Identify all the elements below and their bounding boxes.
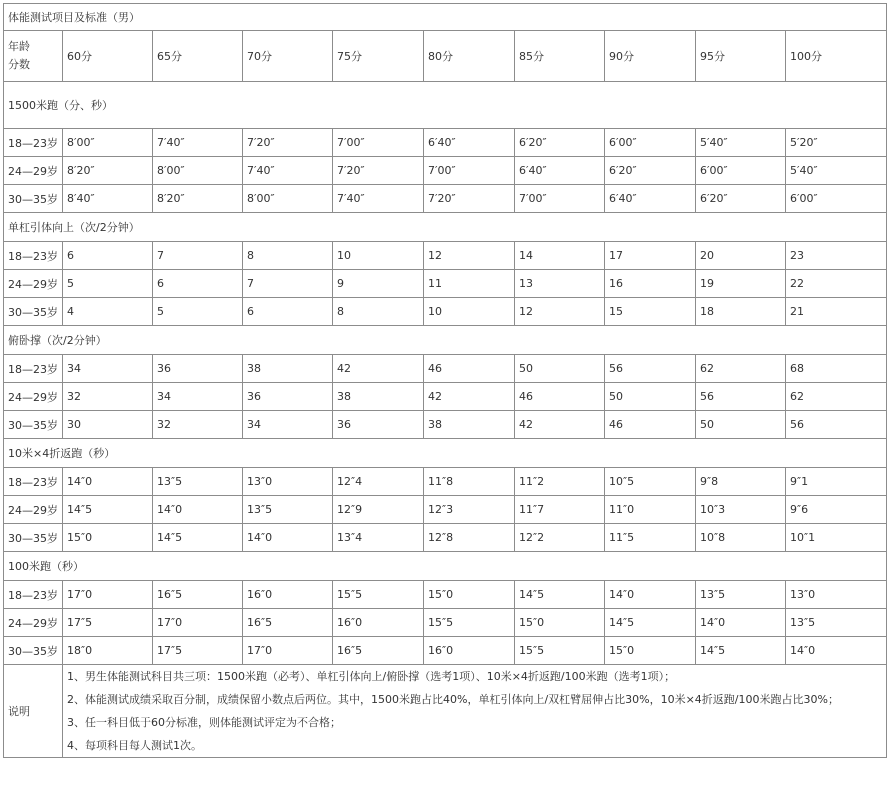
value-cell: 6′20″ xyxy=(605,157,696,185)
age-group-cell: 18—23岁 xyxy=(4,468,63,496)
age-group-cell: 18—23岁 xyxy=(4,129,63,157)
value-cell: 15″5 xyxy=(515,637,605,665)
value-cell: 5 xyxy=(63,270,153,298)
value-cell: 36 xyxy=(243,383,333,411)
value-cell: 13 xyxy=(515,270,605,298)
value-cell: 13″0 xyxy=(786,581,887,609)
notes-row xyxy=(4,665,887,758)
score-label: 分数 xyxy=(8,58,30,71)
value-cell: 12″8 xyxy=(424,524,515,552)
value-cell: 11″2 xyxy=(515,468,605,496)
note-line: 1、男生体能测试科目共三项：1500米跑（必考）、单杠引体向上/俯卧撑（选考1项）、10米×4折返跑/100米跑（选考1项）； xyxy=(67,670,676,683)
value-cell: 21 xyxy=(786,298,887,326)
score-header-cell: 85分 xyxy=(515,31,605,82)
value-cell: 8 xyxy=(333,298,424,326)
table-row xyxy=(4,524,887,552)
value-cell: 8′00″ xyxy=(243,185,333,213)
value-cell: 14″0 xyxy=(243,524,333,552)
value-cell: 17″0 xyxy=(153,609,243,637)
value-cell: 50 xyxy=(696,411,786,439)
value-cell: 7 xyxy=(243,270,333,298)
value-cell: 14″5 xyxy=(63,496,153,524)
age-group-cell: 30—35岁 xyxy=(4,524,63,552)
value-cell: 15″0 xyxy=(424,581,515,609)
header-row xyxy=(4,31,887,82)
value-cell: 50 xyxy=(515,355,605,383)
age-group-cell: 24—29岁 xyxy=(4,270,63,298)
section-title: 1500米跑（分、秒） xyxy=(4,82,887,129)
value-cell: 10″3 xyxy=(696,496,786,524)
value-cell: 12 xyxy=(424,242,515,270)
value-cell: 8′00″ xyxy=(63,129,153,157)
value-cell: 18″0 xyxy=(63,637,153,665)
table-row xyxy=(4,581,887,609)
value-cell: 17″0 xyxy=(63,581,153,609)
value-cell: 16″0 xyxy=(424,637,515,665)
value-cell: 14 xyxy=(515,242,605,270)
value-cell: 17 xyxy=(605,242,696,270)
age-label: 年龄 xyxy=(8,40,30,53)
section-row xyxy=(4,213,887,242)
value-cell: 46 xyxy=(605,411,696,439)
value-cell: 19 xyxy=(696,270,786,298)
value-cell: 22 xyxy=(786,270,887,298)
value-cell: 8′20″ xyxy=(63,157,153,185)
value-cell: 62 xyxy=(786,383,887,411)
section-row xyxy=(4,552,887,581)
value-cell: 15″0 xyxy=(515,609,605,637)
age-group-cell: 30—35岁 xyxy=(4,411,63,439)
value-cell: 34 xyxy=(153,383,243,411)
value-cell: 16″5 xyxy=(243,609,333,637)
title-row xyxy=(4,4,887,31)
value-cell: 13″0 xyxy=(243,468,333,496)
value-cell: 10 xyxy=(424,298,515,326)
value-cell: 12″2 xyxy=(515,524,605,552)
score-header-cell: 75分 xyxy=(333,31,424,82)
value-cell: 14″0 xyxy=(63,468,153,496)
age-group-cell: 24—29岁 xyxy=(4,609,63,637)
age-group-cell: 24—29岁 xyxy=(4,383,63,411)
age-group-cell: 18—23岁 xyxy=(4,581,63,609)
table-row xyxy=(4,298,887,326)
value-cell: 6′00″ xyxy=(696,157,786,185)
table-body xyxy=(4,4,887,758)
value-cell: 12″9 xyxy=(333,496,424,524)
section-row xyxy=(4,326,887,355)
value-cell: 7 xyxy=(153,242,243,270)
value-cell: 15″5 xyxy=(424,609,515,637)
value-cell: 10 xyxy=(333,242,424,270)
value-cell: 14″0 xyxy=(153,496,243,524)
value-cell: 13″4 xyxy=(333,524,424,552)
value-cell: 10″8 xyxy=(696,524,786,552)
value-cell: 8′20″ xyxy=(153,185,243,213)
table-row xyxy=(4,496,887,524)
score-header-cell: 70分 xyxy=(243,31,333,82)
value-cell: 32 xyxy=(63,383,153,411)
value-cell: 62 xyxy=(696,355,786,383)
score-header-cell: 60分 xyxy=(63,31,153,82)
value-cell: 13″5 xyxy=(243,496,333,524)
value-cell: 10″1 xyxy=(786,524,887,552)
value-cell: 11″5 xyxy=(605,524,696,552)
value-cell: 13″5 xyxy=(153,468,243,496)
value-cell: 14″0 xyxy=(786,637,887,665)
note-line: 2、体能测试成绩采取百分制，成绩保留小数点后两位。其中，1500米跑占比40%，单杠引体向上/双杠臂屈伸占比30%，10米×4折返跑/100米跑占比30%； xyxy=(67,693,839,706)
value-cell: 17″5 xyxy=(63,609,153,637)
value-cell: 11 xyxy=(424,270,515,298)
table-title: 体能测试项目及标准（男） xyxy=(4,4,887,31)
value-cell: 4 xyxy=(63,298,153,326)
age-group-cell: 18—23岁 xyxy=(4,355,63,383)
value-cell: 5′40″ xyxy=(786,157,887,185)
section-row xyxy=(4,82,887,129)
value-cell: 16″0 xyxy=(333,609,424,637)
table-row xyxy=(4,637,887,665)
fitness-standards-table xyxy=(3,3,887,758)
age-group-cell: 30—35岁 xyxy=(4,298,63,326)
value-cell: 12″3 xyxy=(424,496,515,524)
score-header-cell: 100分 xyxy=(786,31,887,82)
value-cell: 11″8 xyxy=(424,468,515,496)
section-title: 俯卧撑（次/2分钟） xyxy=(4,326,887,355)
value-cell: 7′00″ xyxy=(333,129,424,157)
value-cell: 16 xyxy=(605,270,696,298)
value-cell: 8′00″ xyxy=(153,157,243,185)
score-header-cell: 80分 xyxy=(424,31,515,82)
value-cell: 15″0 xyxy=(63,524,153,552)
value-cell: 16″5 xyxy=(333,637,424,665)
value-cell: 34 xyxy=(63,355,153,383)
table-row xyxy=(4,383,887,411)
value-cell: 10″5 xyxy=(605,468,696,496)
section-row xyxy=(4,439,887,468)
value-cell: 50 xyxy=(605,383,696,411)
value-cell: 14″0 xyxy=(696,609,786,637)
value-cell: 36 xyxy=(153,355,243,383)
table-row xyxy=(4,242,887,270)
section-title: 10米×4折返跑（秒） xyxy=(4,439,887,468)
value-cell: 6′40″ xyxy=(515,157,605,185)
value-cell: 32 xyxy=(153,411,243,439)
value-cell: 6 xyxy=(153,270,243,298)
score-header-cell: 65分 xyxy=(153,31,243,82)
value-cell: 6 xyxy=(63,242,153,270)
value-cell: 46 xyxy=(424,355,515,383)
value-cell: 38 xyxy=(333,383,424,411)
score-header-cell: 90分 xyxy=(605,31,696,82)
table-row xyxy=(4,411,887,439)
value-cell: 13″5 xyxy=(786,609,887,637)
age-group-cell: 30—35岁 xyxy=(4,185,63,213)
value-cell: 20 xyxy=(696,242,786,270)
value-cell: 56 xyxy=(786,411,887,439)
value-cell: 13″5 xyxy=(696,581,786,609)
value-cell: 42 xyxy=(515,411,605,439)
notes-label: 说明 xyxy=(4,665,63,758)
value-cell: 38 xyxy=(243,355,333,383)
table-row xyxy=(4,609,887,637)
value-cell: 6′40″ xyxy=(424,129,515,157)
value-cell: 42 xyxy=(333,355,424,383)
value-cell: 7′40″ xyxy=(153,129,243,157)
section-title: 100米跑（秒） xyxy=(4,552,887,581)
standards-document xyxy=(3,3,887,758)
section-title: 单杠引体向上（次/2分钟） xyxy=(4,213,887,242)
notes-content xyxy=(63,665,887,758)
table-row xyxy=(4,270,887,298)
age-group-cell: 18—23岁 xyxy=(4,242,63,270)
value-cell: 7′40″ xyxy=(243,157,333,185)
value-cell: 6′00″ xyxy=(786,185,887,213)
value-cell: 14″5 xyxy=(696,637,786,665)
note-line: 3、任一科目低于60分标准，则体能测试评定为不合格； xyxy=(67,716,341,729)
value-cell: 11″7 xyxy=(515,496,605,524)
value-cell: 15″0 xyxy=(605,637,696,665)
value-cell: 18 xyxy=(696,298,786,326)
value-cell: 8 xyxy=(243,242,333,270)
value-cell: 30 xyxy=(63,411,153,439)
table-row xyxy=(4,355,887,383)
note-line: 4、每项科目每人测试1次。 xyxy=(67,739,202,752)
value-cell: 5′20″ xyxy=(786,129,887,157)
value-cell: 16″0 xyxy=(243,581,333,609)
table-row xyxy=(4,185,887,213)
value-cell: 11″0 xyxy=(605,496,696,524)
score-header-cell: 95分 xyxy=(696,31,786,82)
value-cell: 15″5 xyxy=(333,581,424,609)
table-row xyxy=(4,157,887,185)
value-cell: 16″5 xyxy=(153,581,243,609)
value-cell: 7′40″ xyxy=(333,185,424,213)
value-cell: 9″1 xyxy=(786,468,887,496)
value-cell: 7′20″ xyxy=(333,157,424,185)
value-cell: 68 xyxy=(786,355,887,383)
value-cell: 6 xyxy=(243,298,333,326)
value-cell: 7′00″ xyxy=(424,157,515,185)
value-cell: 23 xyxy=(786,242,887,270)
value-cell: 7′20″ xyxy=(424,185,515,213)
value-cell: 38 xyxy=(424,411,515,439)
value-cell: 14″0 xyxy=(605,581,696,609)
value-cell: 8′40″ xyxy=(63,185,153,213)
value-cell: 46 xyxy=(515,383,605,411)
value-cell: 6′40″ xyxy=(605,185,696,213)
value-cell: 5 xyxy=(153,298,243,326)
value-cell: 14″5 xyxy=(153,524,243,552)
age-group-cell: 24—29岁 xyxy=(4,157,63,185)
value-cell: 36 xyxy=(333,411,424,439)
value-cell: 17″0 xyxy=(243,637,333,665)
value-cell: 12″4 xyxy=(333,468,424,496)
value-cell: 7′20″ xyxy=(243,129,333,157)
value-cell: 9″6 xyxy=(786,496,887,524)
table-row xyxy=(4,129,887,157)
value-cell: 42 xyxy=(424,383,515,411)
value-cell: 6′20″ xyxy=(696,185,786,213)
value-cell: 15 xyxy=(605,298,696,326)
value-cell: 56 xyxy=(696,383,786,411)
value-cell: 9 xyxy=(333,270,424,298)
value-cell: 14″5 xyxy=(515,581,605,609)
value-cell: 7′00″ xyxy=(515,185,605,213)
value-cell: 5′40″ xyxy=(696,129,786,157)
value-cell: 14″5 xyxy=(605,609,696,637)
table-row xyxy=(4,468,887,496)
age-score-header xyxy=(4,31,63,82)
value-cell: 34 xyxy=(243,411,333,439)
value-cell: 17″5 xyxy=(153,637,243,665)
age-group-cell: 24—29岁 xyxy=(4,496,63,524)
age-group-cell: 30—35岁 xyxy=(4,637,63,665)
value-cell: 6′20″ xyxy=(515,129,605,157)
value-cell: 9″8 xyxy=(696,468,786,496)
value-cell: 56 xyxy=(605,355,696,383)
value-cell: 12 xyxy=(515,298,605,326)
value-cell: 6′00″ xyxy=(605,129,696,157)
